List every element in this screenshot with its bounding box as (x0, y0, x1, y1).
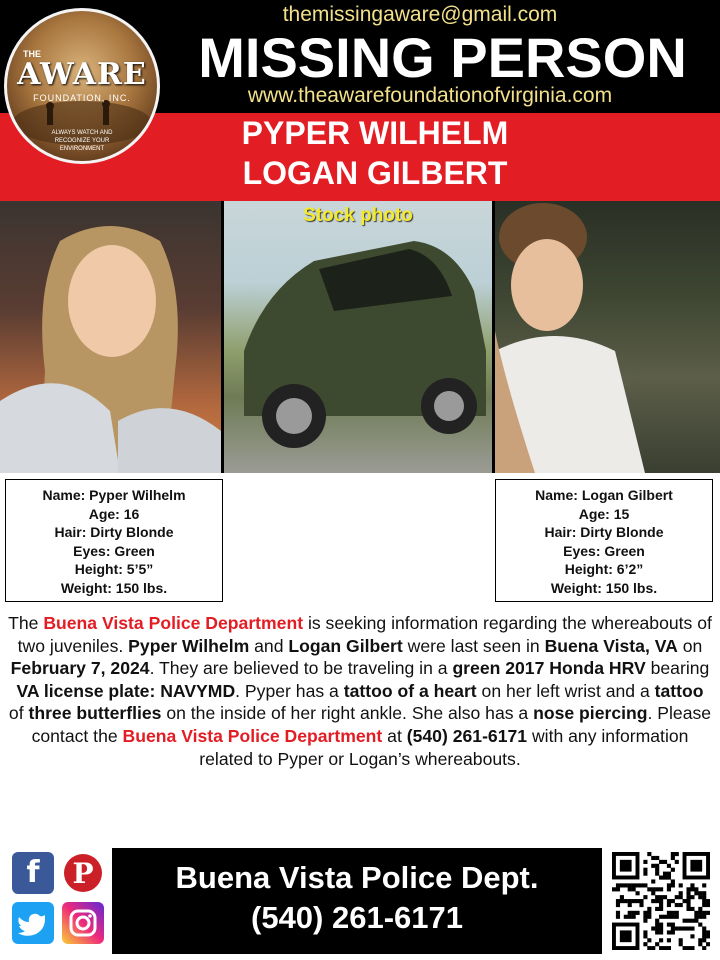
photo-stock-car (224, 201, 492, 473)
photo-logan-gilbert (495, 201, 720, 473)
info-height: Height: 6’2” (564, 561, 644, 577)
desc-text: . They are believed to be traveling in a (149, 658, 453, 679)
desc-text: . Pyper has a (235, 680, 344, 701)
desc-plate: VA license plate: NAVYMD (16, 680, 236, 701)
info-name: Name: Pyper Wilhelm (42, 487, 186, 503)
desc-text: were last seen in (402, 635, 545, 656)
stock-photo-label: Stock photo (303, 205, 413, 226)
desc-phone: (540) 261-6171 (406, 725, 528, 746)
info-weight: Weight: 150 lbs. (60, 579, 168, 596)
info-height: Height: 5’5” (74, 561, 154, 577)
desc-text: and (249, 635, 289, 656)
pinterest-icon[interactable] (62, 852, 104, 894)
desc-text: bearing (645, 658, 710, 679)
aware-foundation-logo (4, 8, 160, 164)
info-eyes: Eyes: Green (563, 542, 645, 559)
desc-tattoo: tattoo (654, 680, 704, 701)
photo-pyper-wilhelm (0, 201, 221, 473)
qr-code[interactable] (612, 852, 710, 950)
photo-strip (0, 201, 720, 473)
desc-piercing: nose piercing (533, 703, 648, 724)
desc-butterflies: three butterflies (28, 703, 162, 724)
logan-photo-graphic (495, 201, 720, 473)
desc-place: Buena Vista, VA (544, 635, 678, 656)
desc-text: The (8, 613, 44, 633)
footer-contact-bar (112, 848, 602, 954)
info-hair: Hair: Dirty Blonde (54, 524, 174, 540)
twitter-icon[interactable] (12, 902, 54, 944)
info-hair: Hair: Dirty Blonde (544, 524, 664, 540)
desc-name-logan: Logan Gilbert (288, 635, 403, 656)
desc-dept-highlight: Buena Vista Police Department (43, 613, 304, 633)
desc-text: of (8, 703, 29, 724)
info-box-logan (495, 479, 713, 602)
description-paragraph (8, 612, 712, 770)
facebook-icon[interactable]: f (12, 852, 54, 894)
desc-text: on the inside of her right ankle. She also has a (161, 703, 534, 724)
desc-dept-highlight: Buena Vista Police Department (122, 725, 383, 746)
svg-text:P: P (72, 857, 94, 890)
info-name: Name: Logan Gilbert (535, 487, 673, 503)
logo-foundation: FOUNDATION, INC. (33, 93, 131, 103)
missing-name-2: LOGAN GILBERT (242, 155, 508, 191)
social-icons (12, 848, 108, 950)
desc-date: February 7, 2024 (10, 658, 150, 679)
logo-tagline: ALWAYS WATCH AND RECOGNIZE YOUR ENVIRONMENT (51, 130, 113, 152)
page-title: MISSING PERSON (198, 26, 687, 89)
contact-email: themissingaware@gmail.com (282, 3, 558, 26)
car-photo-graphic (224, 201, 492, 473)
desc-text: is seeking information regarding the whereabouts of two juveniles. (17, 613, 712, 656)
missing-name-1: PYPER WILHELM (241, 115, 509, 151)
desc-name-pyper: Pyper Wilhelm (128, 635, 250, 656)
qr-code-graphic (612, 852, 710, 950)
desc-car: green 2017 Honda HRV (452, 658, 646, 679)
desc-text: at (382, 725, 407, 746)
instagram-icon[interactable] (62, 902, 104, 944)
footer-department: Buena Vista Police Dept. (175, 860, 539, 895)
desc-tattoo-heart: tattoo of a heart (343, 680, 477, 701)
info-age: Age: 15 (578, 505, 630, 522)
desc-text: on her left wrist and a (476, 680, 655, 701)
info-weight: Weight: 150 lbs. (550, 579, 658, 596)
desc-text: . Please contact the (31, 703, 712, 746)
info-age: Age: 16 (88, 505, 140, 522)
website-url: www.theawarefoundationofvirginia.com (247, 84, 613, 107)
pyper-photo-graphic (0, 201, 221, 473)
footer-phone: (540) 261-6171 (251, 900, 463, 935)
info-eyes: Eyes: Green (73, 542, 155, 559)
info-box-pyper (5, 479, 223, 602)
logo-the: THE (23, 49, 41, 59)
desc-text: on (677, 635, 703, 656)
desc-text: with any information related to Pyper or Logan’s whereabouts. (199, 725, 689, 769)
logo-aware: AWARE (17, 57, 147, 92)
